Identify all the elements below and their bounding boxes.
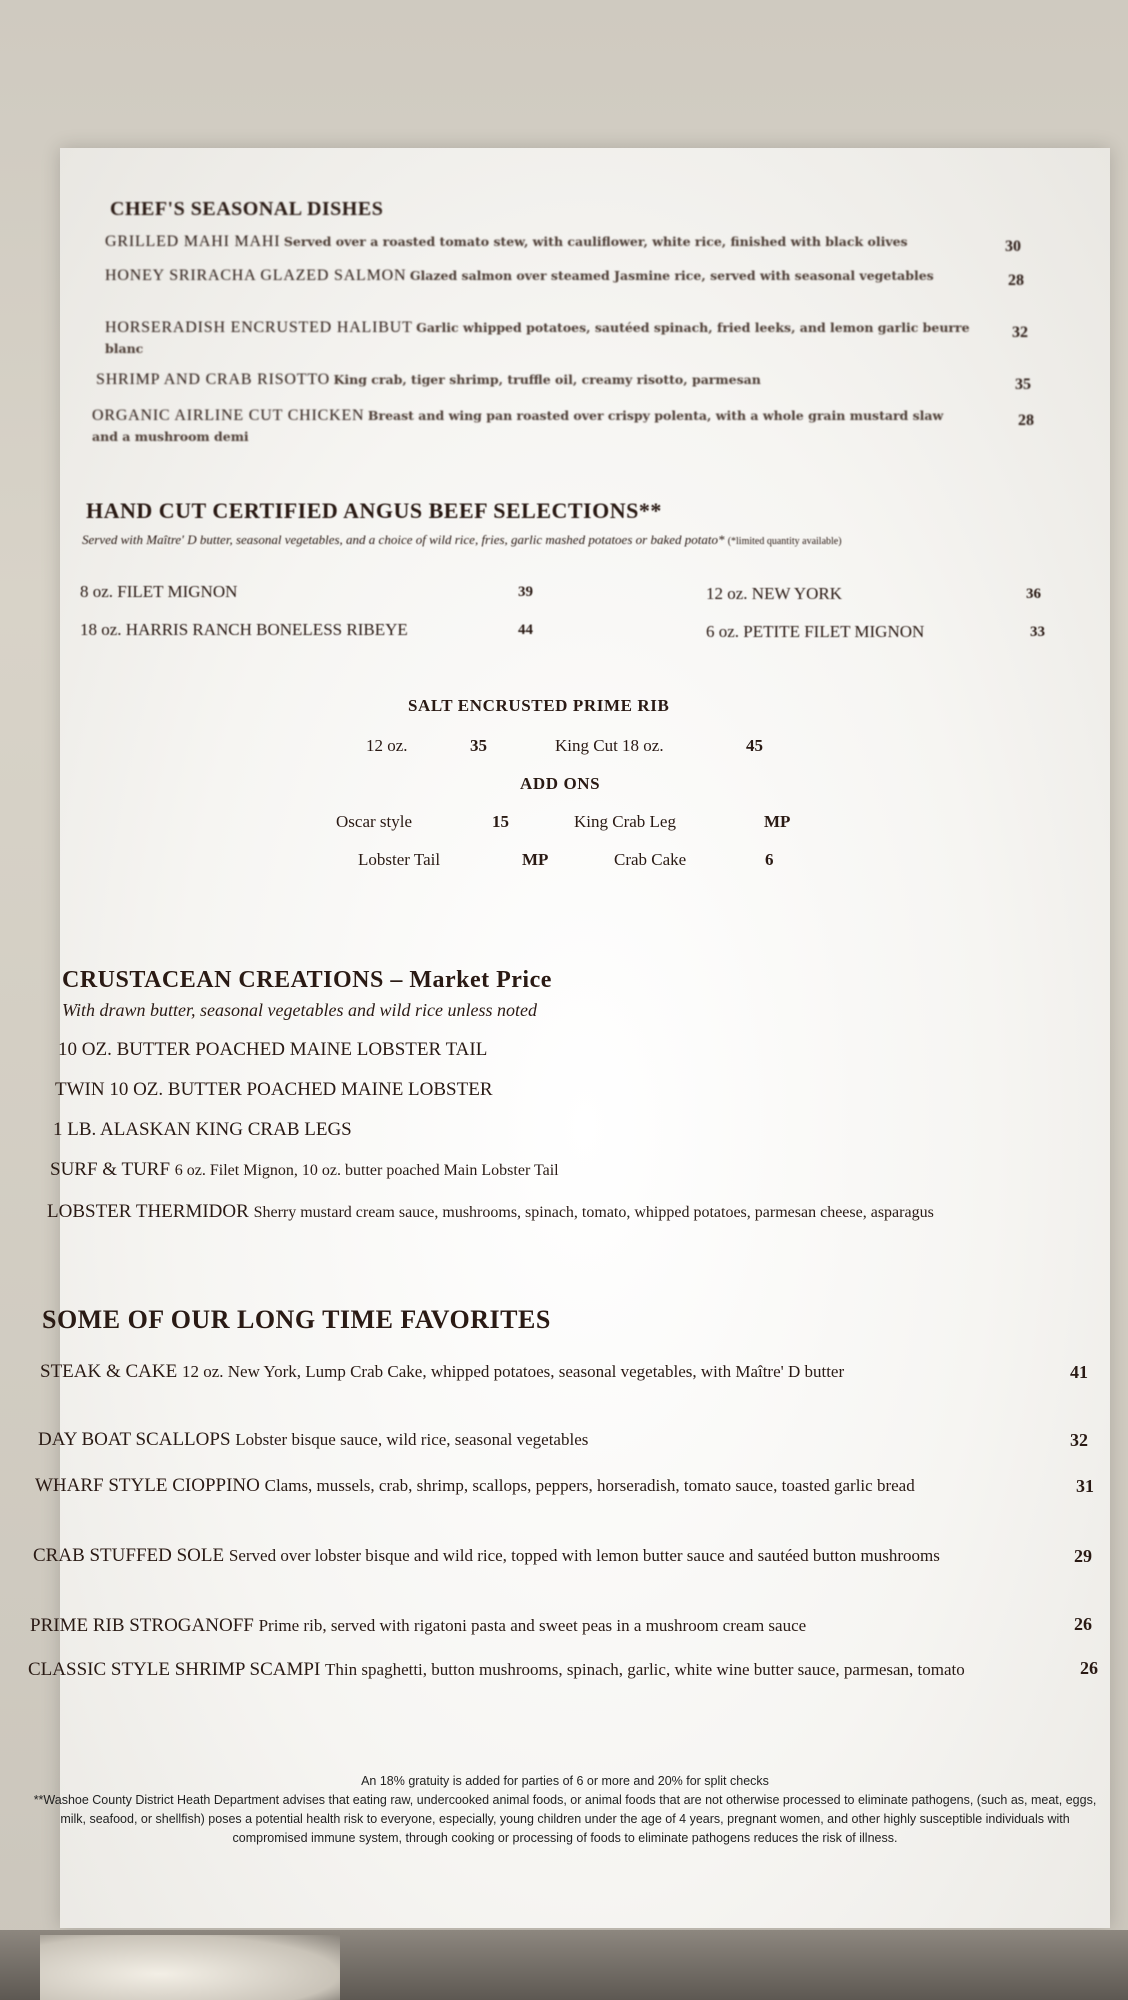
item-price: 31: [1076, 1476, 1094, 1496]
add-on-price: MP: [764, 812, 791, 831]
item-desc: 6 oz. Filet Mignon, 10 oz. butter poached Main Lobster Tail: [174, 1162, 559, 1179]
crustacean-item: [58, 1036, 1018, 1064]
crustacean-subtitle: With drawn butter, seasonal vegetables and wild rice unless noted: [62, 1000, 537, 1020]
item-name: GRILLED MAHI MAHI: [105, 233, 281, 250]
item-price: 35: [1015, 376, 1031, 393]
favorite-item: [35, 1472, 995, 1500]
crustacean-item: [50, 1156, 1010, 1185]
item-desc: Lobster bisque sauce, wild rice, seasonal vegetables: [235, 1430, 589, 1449]
item-name: LOBSTER THERMIDOR: [47, 1201, 249, 1222]
item-desc: 12 oz. New York, Lump Crab Cake, whipped potatoes, seasonal vegetables, with Maître' D butter: [181, 1362, 845, 1381]
item-desc: Sherry mustard cream sauce, mushrooms, spinach, tomato, whipped potatoes, parmesan cheese, asparagus: [253, 1204, 934, 1221]
item-price: 41: [1070, 1362, 1088, 1382]
item-desc: Served over a roasted tomato stew, with cauliflower, white rice, finished with black olives: [283, 234, 908, 249]
item-desc: Clams, mussels, crab, shrimp, scallops, peppers, horseradish, tomato sauce, toasted garlic bread: [264, 1476, 915, 1495]
item-desc: Thin spaghetti, button mushrooms, spinach, garlic, white wine butter sauce, parmesan, tomato: [325, 1660, 965, 1679]
add-ons-title: ADD ONS: [520, 774, 601, 793]
item-name: HORSERADISH ENCRUSTED HALIBUT: [105, 319, 413, 336]
crustacean-item: [53, 1116, 1013, 1144]
item-name: DAY BOAT SCALLOPS: [38, 1429, 231, 1450]
item-price: 29: [1074, 1546, 1092, 1566]
beef-item-price: 36: [1026, 586, 1041, 602]
prime-rib-title: SALT ENCRUSTED PRIME RIB: [408, 696, 670, 715]
crustacean-item: [55, 1076, 1015, 1104]
favorites-title: SOME OF OUR LONG TIME FAVORITES: [42, 1305, 551, 1334]
item-name: CLASSIC STYLE SHRIMP SCAMPI: [28, 1659, 321, 1680]
favorite-item: [28, 1656, 1008, 1684]
prime-rib-name: 12 oz.: [366, 736, 408, 755]
item-desc: Prime rib, served with rigatoni pasta and sweet peas in a mushroom cream sauce: [258, 1616, 807, 1635]
favorite-item: [33, 1542, 973, 1570]
seasonal-item: [92, 406, 972, 448]
add-on-name: Oscar style: [336, 812, 413, 831]
item-name: PRIME RIB STROGANOFF: [30, 1615, 254, 1636]
beef-item-price: 33: [1030, 624, 1045, 640]
add-on-price: 15: [492, 812, 509, 831]
beef-note-small: (*limited quantity available): [727, 536, 842, 547]
item-price: 28: [1008, 272, 1024, 289]
health-warning: **Washoe County District Heath Department advises that eating raw, undercooked animal foods, or animal foods that are not otherwise processed to eliminate pathogens, (such as, meat, eggs, milk, seafood, or shellfish) poses a potential health risk to everyone, especially, young children under the age of 4 years, pregnant women, and other highly susceptible individuals with compromised immune system, through cooking or processing of foods to eliminate pathogens reduces the risk of illness.: [33, 1793, 1097, 1845]
add-on-price: 6: [765, 850, 774, 869]
item-name: CRAB STUFFED SOLE: [33, 1545, 225, 1566]
seasonal-title: CHEF'S SEASONAL DISHES: [110, 198, 384, 220]
prime-rib-price: 35: [470, 736, 487, 755]
add-on-name: King Crab Leg: [574, 812, 676, 831]
item-price: 26: [1074, 1614, 1092, 1634]
napkin: [40, 1935, 340, 2000]
favorite-item: [30, 1612, 1070, 1640]
beef-item-name: 12 oz. NEW YORK: [706, 584, 842, 603]
item-desc: Glazed salmon over steamed Jasmine rice, served with seasonal vegetables: [409, 268, 934, 283]
item-desc: Served over lobster bisque and wild rice, topped with lemon butter sauce and sautéed button mushrooms: [228, 1546, 940, 1565]
item-price: 26: [1080, 1658, 1098, 1678]
beef-title: HAND CUT CERTIFIED ANGUS BEEF SELECTIONS**: [86, 498, 662, 523]
item-name: WHARF STYLE CIOPPINO: [35, 1475, 260, 1496]
item-desc: Garlic whipped potatoes, sautéed spinach, fried leeks, and lemon garlic beurre blanc: [105, 320, 970, 356]
beef-note-text: Served with Maître' D butter, seasonal vegetables, and a choice of wild rice, fries, garlic mashed potatoes or baked potato*: [82, 532, 725, 547]
item-name: STEAK & CAKE: [40, 1361, 178, 1382]
item-name: 10 OZ. BUTTER POACHED MAINE LOBSTER TAIL: [58, 1039, 488, 1060]
crustacean-title: CRUSTACEAN CREATIONS – Market Price: [62, 967, 552, 993]
beef-item-name: 18 oz. HARRIS RANCH BONELESS RIBEYE: [80, 620, 408, 639]
item-price: 28: [1018, 412, 1034, 429]
add-on-name: Lobster Tail: [358, 850, 441, 869]
seasonal-item: [105, 232, 1005, 253]
add-on-price: MP: [522, 850, 549, 869]
item-name: TWIN 10 OZ. BUTTER POACHED MAINE LOBSTER: [55, 1079, 493, 1100]
menu-footer: [20, 1772, 1110, 1848]
item-price: 30: [1005, 238, 1021, 255]
seasonal-item: [105, 266, 965, 287]
beef-note: [82, 530, 982, 552]
gratuity-note: An 18% gratuity is added for parties of 6 or more and 20% for split checks: [361, 1774, 769, 1788]
prime-rib-price: 45: [746, 736, 763, 755]
item-name: SHRIMP AND CRAB RISOTTO: [96, 371, 331, 388]
prime-rib-name: King Cut 18 oz.: [555, 736, 664, 755]
item-name: HONEY SRIRACHA GLAZED SALMON: [105, 267, 407, 284]
beef-item-price: 44: [518, 622, 533, 638]
item-name: SURF & TURF: [50, 1159, 171, 1180]
item-desc: Breast and wing pan roasted over crispy polenta, with a whole grain mustard slaw and a mushroom demi: [92, 408, 944, 444]
seasonal-item: [96, 370, 996, 391]
beef-item-name: 8 oz. FILET MIGNON: [80, 582, 238, 601]
item-price: 32: [1070, 1430, 1088, 1450]
favorite-item: [40, 1358, 940, 1386]
add-on-name: Crab Cake: [614, 850, 687, 869]
seasonal-item: [105, 318, 985, 360]
beef-item-name: 6 oz. PETITE FILET MIGNON: [706, 622, 925, 641]
crustacean-item: [47, 1198, 987, 1227]
item-name: ORGANIC AIRLINE CUT CHICKEN: [92, 407, 365, 424]
beef-item-price: 39: [518, 584, 533, 600]
item-name: 1 LB. ALASKAN KING CRAB LEGS: [53, 1119, 352, 1140]
item-desc: King crab, tiger shrimp, truffle oil, creamy risotto, parmesan: [333, 372, 761, 387]
favorite-item: [38, 1426, 998, 1454]
item-price: 32: [1012, 324, 1028, 341]
